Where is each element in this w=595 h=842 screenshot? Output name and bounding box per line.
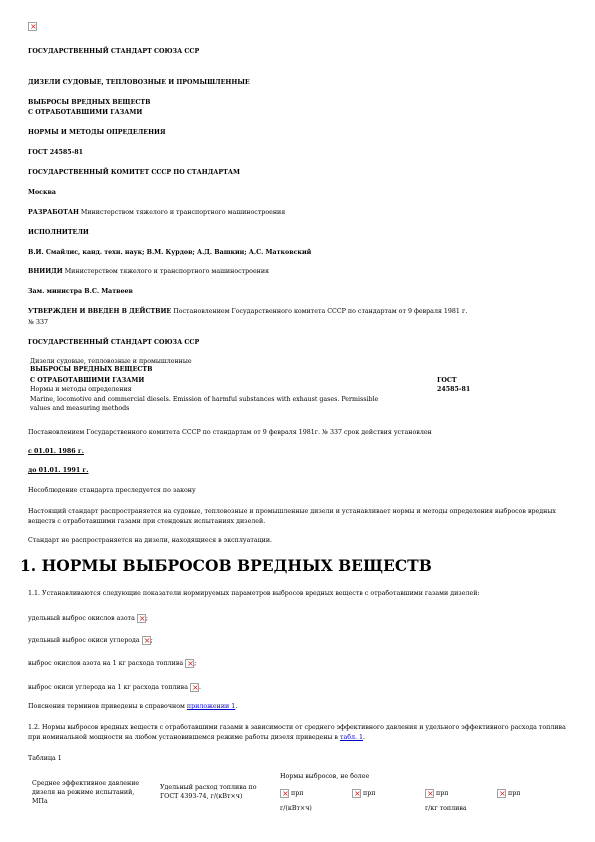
col-1-header-line-3: МПа: [32, 798, 48, 805]
deputy-text: Зам. министра В.С. Матвеев: [28, 288, 133, 295]
para-1-2-text: 1.2. Нормы выбросов вредных веществ с отработавшими газами в зависимости от среднего эффективного давления и удельного эффективного расхода топлива при номинальной мощности на любом установившемся режиме работы дизеля приведены в: [28, 724, 566, 741]
broken-image-icon: [280, 789, 289, 798]
sub-col-1: [280, 789, 303, 798]
tb-line-3: С ОТРАБОТАВШИМИ ГАЗАМИ: [30, 377, 145, 384]
broken-image-icon: [185, 659, 194, 668]
vniidm-text: Министерством тяжелого и транспортного машиностроения: [62, 268, 270, 275]
list-item: выброс окислов азота на 1 кг расхода топлива × ;: [28, 659, 196, 668]
validity-to: до 01.01. 1991 г.: [28, 467, 89, 474]
tb-line-4: Нормы и методы определения: [30, 386, 132, 393]
sub-col-3: [425, 789, 448, 798]
col-1-header-line-1: Среднее эффективное давление: [32, 780, 140, 787]
para-1-2-end: .: [363, 734, 366, 741]
sub-col-2-label: прп: [363, 790, 376, 797]
committee: ГОСУДАРСТВЕННЫЙ КОМИТЕТ СССР ПО СТАНДАРТАМ: [28, 169, 240, 176]
para-1-2: [28, 723, 568, 743]
sub-col-4-label: прп: [508, 790, 521, 797]
table-1-link[interactable]: табл. 1: [339, 734, 364, 741]
broken-image-icon: [497, 789, 506, 798]
developed-label: РАЗРАБОТАН: [28, 209, 79, 216]
executors-label: ИСПОЛНИТЕЛИ: [28, 229, 89, 236]
title-line-4: НОРМЫ И МЕТОДЫ ОПРЕДЕЛЕНИЯ: [28, 129, 166, 136]
title-line-3: С ОТРАБОТАВШИМИ ГАЗАМИ: [28, 109, 143, 116]
approved-num: № 337: [28, 319, 48, 326]
terms-end: .: [235, 703, 238, 710]
item-nox-specific: удельный выброс окислов азота: [28, 615, 135, 622]
item-co-per-kg: выброс окиси углерода на 1 кг расхода топлива: [28, 684, 188, 691]
broken-image-icon: [137, 614, 146, 623]
scope-exclusion: Стандарт не распространяется на дизели, находящиеся в эксплуатации.: [28, 537, 273, 544]
tb-line-6: values and measuring methods: [30, 405, 130, 412]
gost-number: ГОСТ 24585-81: [28, 149, 84, 156]
approved-line: [28, 308, 467, 316]
section-1-heading: 1. НОРМЫ ВЫБРОСОВ ВРЕДНЫХ ВЕЩЕСТВ: [20, 556, 432, 575]
developed-text: Министерством тяжелого и транспортного машиностроения: [78, 209, 286, 216]
unit-1: г/(кВт×ч): [280, 805, 312, 812]
item-co-specific: удельный выброс окиси углерода: [28, 637, 140, 644]
title-line-1: ДИЗЕЛИ СУДОВЫЕ, ТЕПЛОВОЗНЫЕ И ПРОМЫШЛЕННЫЕ: [28, 79, 250, 86]
law-notice: Несоблюдение стандарта преследуется по закону: [28, 487, 196, 494]
tb-line-2: ВЫБРОСЫ ВРЕДНЫХ ВЕЩЕСТВ: [30, 366, 153, 373]
title-line-2: ВЫБРОСЫ ВРЕДНЫХ ВЕЩЕСТВ: [28, 99, 151, 106]
sub-col-1-label: прп: [291, 790, 304, 797]
unit-2: г/кг топлива: [425, 805, 467, 812]
sub-col-2: [352, 789, 375, 798]
vniidm-label: ВНИИДИ: [28, 268, 63, 275]
col-2-header-line-2: ГОСТ 4393-74, г/(кВт×ч): [160, 793, 243, 800]
broken-image-icon: [352, 789, 361, 798]
table-caption: Таблица 1: [28, 755, 62, 762]
validity-decree: Постановлением Государственного комитета СССР по стандартам от 9 февраля 1981г. № 337 срок действия установлен: [28, 429, 432, 436]
scope-paragraph: Настоящий стандарт распространяется на судовые, тепловозные и промышленные дизели и устанавливает нормы и методы определения выбросов вредных веществ с отработавшими газами при стендовых испытаниях дизелей.: [28, 508, 556, 525]
approved-text: Постановлением Государственного комитета СССР по стандартам от 9 февраля 1981 г.: [171, 308, 468, 315]
standard-type-2: ГОСУДАРСТВЕННЫЙ СТАНДАРТ СОЮЗА ССР: [28, 339, 200, 346]
para-1-1: 1.1. Устанавливаются следующие показатели нормируемых параметров выбросов вредных веществ с отработавшими газами дизелей:: [28, 590, 480, 597]
list-item: выброс окиси углерода на 1 кг расхода топлива × .: [28, 683, 201, 692]
city: Москва: [28, 189, 57, 196]
item-nox-per-kg: выброс окислов азота на 1 кг расхода топлива: [28, 660, 184, 667]
sub-col-4: [497, 789, 520, 798]
terms-text: Пояснения терминов приведены в справочном: [28, 703, 187, 710]
tb-line-1: Дизели судовые, тепловозные и промышленные: [30, 358, 192, 365]
approved-label: УТВЕРЖДЕН И ВВЕДЕН В ДЕЙСТВИЕ: [28, 308, 172, 315]
executors-text: В.И. Смайлис, канд. техн. наук; В.М. Курдов; А.Д. Вашкин; А.С. Матковский: [28, 249, 312, 256]
col-2-header-line-1: Удельный расход топлива по: [160, 784, 257, 791]
broken-image-icon: [142, 636, 151, 645]
vniidm-line: [28, 268, 269, 276]
tb-gost-label: ГОСТ: [437, 377, 457, 384]
list-item: удельный выброс окиси углерода × ;: [28, 636, 153, 645]
list-item: удельный выброс окислов азота × ;: [28, 614, 148, 623]
col-3-header: Нормы выбросов, не более: [280, 773, 370, 780]
validity-from: с 01.01. 1986 г.: [28, 448, 84, 455]
broken-image-icon: [425, 789, 434, 798]
col-1-header-line-2: дизеля на режиме испытаний,: [32, 789, 135, 796]
sub-col-3-label: прп: [436, 790, 449, 797]
standard-type: ГОСУДАРСТВЕННЫЙ СТАНДАРТ СОЮЗА ССР: [28, 48, 200, 55]
tb-line-5: Marine, locomotive and commercial diesels. Emission of harmful substances with exhaust gases. Permissible: [30, 396, 379, 403]
appendix-1-link[interactable]: приложении 1: [186, 703, 236, 710]
developed-line: [28, 209, 285, 217]
tb-gost-num: 24585-81: [437, 386, 471, 393]
broken-image-icon: [28, 22, 37, 31]
terms-line: [28, 703, 237, 711]
broken-image-icon: [190, 683, 199, 692]
